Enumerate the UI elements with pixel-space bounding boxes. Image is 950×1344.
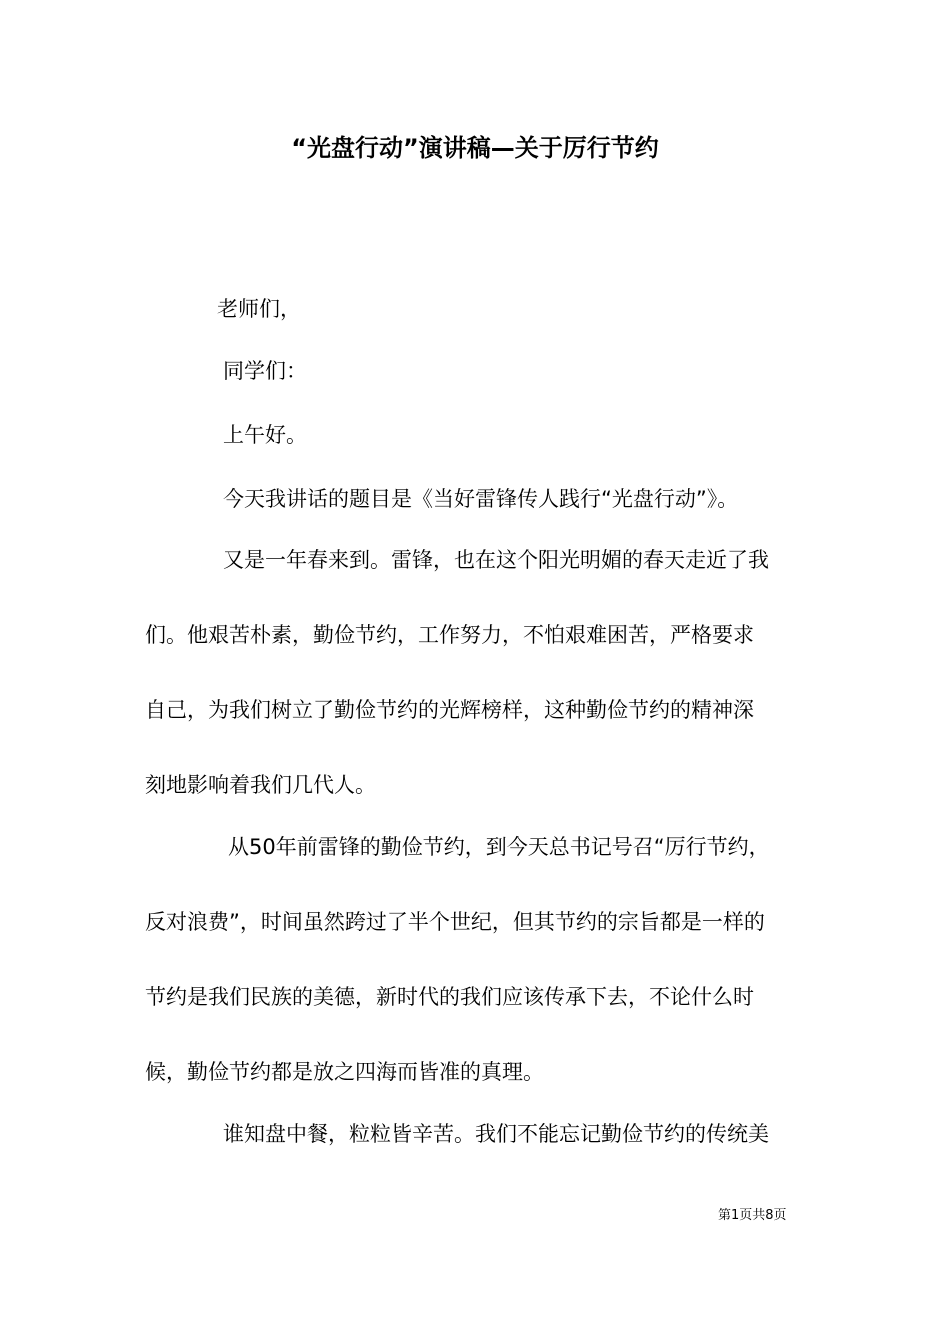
salutation-students: 同学们：: [223, 359, 307, 383]
speech-topic-line: 今天我讲话的题目是《当好雷锋传人践行“光盘行动”》。: [223, 487, 739, 511]
salutation-teachers: 老师们，: [217, 297, 301, 321]
paragraph-line: 节约是我们民族的美德，新时代的我们应该传承下去，不论什么时: [145, 985, 754, 1009]
paragraph-line: 谁知盘中餐，粒粒皆辛苦。我们不能忘记勤俭节约的传统美: [223, 1122, 769, 1146]
paragraph-line: 们。他艰苦朴素，勤俭节约，工作努力，不怕艰难困苦，严格要求: [145, 623, 754, 647]
page-number-footer: 第1页共8页: [718, 1208, 787, 1223]
document-title: “光盘行动”演讲稿—关于厉行节约: [291, 134, 659, 162]
paragraph-line: 刻地影响着我们几代人。: [145, 773, 376, 797]
paragraph-line: 候，勤俭节约都是放之四海而皆准的真理。: [145, 1060, 544, 1084]
greeting: 上午好。: [223, 423, 307, 447]
paragraph-line: 又是一年春来到。雷锋，也在这个阳光明媚的春天走近了我: [223, 548, 769, 572]
paragraph-line: 从50年前雷锋的勤俭节约，到今天总书记号召“厉行节约，: [228, 835, 770, 859]
paragraph-line: 反对浪费”，时间虽然跨过了半个世纪，但其节约的宗旨都是一样的: [145, 910, 765, 934]
paragraph-line: 自己，为我们树立了勤俭节约的光辉榜样，这种勤俭节约的精神深: [145, 698, 754, 722]
